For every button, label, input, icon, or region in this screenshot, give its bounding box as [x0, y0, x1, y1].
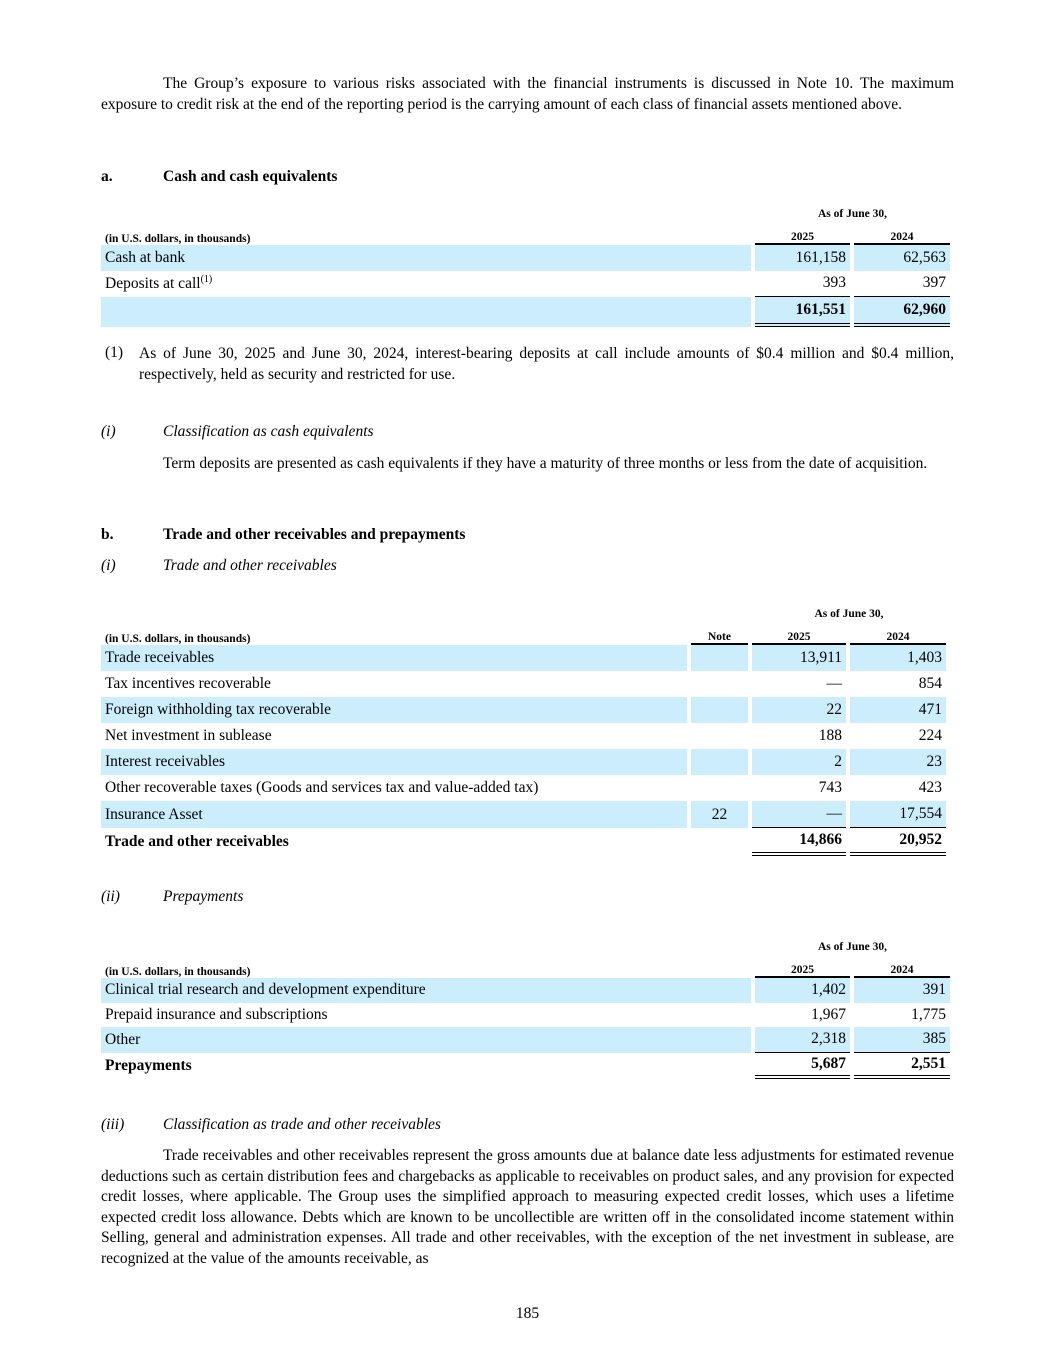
footnote-ref: (1) — [200, 274, 213, 286]
receivables-table — [97, 605, 950, 856]
note-ref — [691, 645, 748, 671]
row-label-text: Deposits at call — [105, 275, 201, 293]
cash-table-block — [101, 205, 954, 327]
note-ref — [691, 749, 748, 775]
value-2025: 743 — [818, 779, 842, 796]
table-row — [101, 1027, 950, 1053]
prepayments-table-block — [101, 938, 954, 1079]
total-label: Prepayments — [105, 1056, 192, 1074]
table-row — [101, 671, 946, 697]
value-2025: — — [752, 801, 846, 828]
value-2024: 397 — [854, 271, 950, 298]
note-ref — [691, 671, 748, 697]
unit-label: (in U.S. dollars, in thousands) — [105, 633, 251, 645]
row-label: Net investment in sublease — [105, 727, 272, 744]
total-2025: 161,551 — [755, 297, 850, 327]
subsection-title: Classification as trade and other receivables — [163, 1116, 441, 1133]
year-2024-header: 2024 — [850, 623, 946, 645]
value-2025: 2,318 — [755, 1027, 850, 1053]
table-row — [101, 775, 946, 801]
table-row — [101, 271, 950, 298]
sub-i-paragraph — [101, 454, 954, 475]
cash-table — [97, 205, 954, 327]
page-number: 185 — [515, 1305, 540, 1322]
row-label: Other — [101, 1027, 751, 1053]
value-2025: 1,967 — [811, 1005, 846, 1023]
table-row — [101, 801, 946, 828]
value-2024: 471 — [850, 697, 946, 723]
row-label: Tax incentives recoverable — [105, 675, 271, 692]
as-of-header: As of June 30, — [817, 941, 887, 953]
row-label: Foreign withholding tax recoverable — [101, 697, 687, 723]
sub-biii-paragraph — [101, 1146, 954, 1269]
section-number: b. — [101, 526, 114, 543]
value-2024: 385 — [854, 1027, 950, 1053]
row-label — [101, 297, 751, 327]
section-b-heading — [101, 526, 954, 544]
value-2025: 161,158 — [755, 245, 850, 271]
total-2024: 2,551 — [854, 1053, 950, 1080]
subsection-title: Prepayments — [163, 888, 244, 905]
row-label: Cash at bank — [101, 245, 751, 271]
value-2024: 1,775 — [911, 1005, 946, 1023]
subsection-number: (iii) — [101, 1116, 125, 1133]
value-2025: 13,911 — [752, 645, 846, 671]
total-row — [101, 297, 950, 327]
row-label: Interest receivables — [101, 749, 687, 775]
section-title: Cash and cash equivalents — [163, 168, 338, 185]
value-2024: 854 — [918, 675, 942, 692]
note-header: Note — [691, 623, 748, 645]
note-ref — [691, 697, 748, 723]
table-row — [101, 1003, 950, 1028]
value-2025: 393 — [755, 271, 850, 298]
table-row — [101, 723, 946, 749]
row-label — [101, 271, 751, 298]
note-ref: 22 — [691, 801, 748, 828]
section-number: a. — [101, 168, 113, 185]
receivables-table-block — [101, 605, 954, 856]
subsection-number: (i) — [101, 557, 116, 574]
value-2024: 391 — [854, 978, 950, 1003]
unit-label: (in U.S. dollars, in thousands) — [105, 233, 251, 245]
subsection-number: (ii) — [101, 888, 120, 905]
prepayments-table — [97, 938, 954, 1079]
value-2024: 1,403 — [850, 645, 946, 671]
total-label: Trade and other receivables — [105, 833, 289, 850]
row-label: Prepaid insurance and subscriptions — [105, 1005, 328, 1023]
sub-biii-heading — [101, 1116, 954, 1134]
unit-label: (in U.S. dollars, in thousands) — [105, 966, 251, 978]
footnote-number: (1) — [105, 344, 124, 361]
sub-bii-heading — [101, 888, 954, 906]
table-row — [101, 245, 950, 271]
total-row — [101, 828, 946, 856]
value-2024: 62,563 — [854, 245, 950, 271]
year-2024-header: 2024 — [854, 223, 950, 245]
value-2025: 188 — [818, 727, 842, 744]
year-2025-header: 2025 — [755, 223, 850, 245]
row-label: Other recoverable taxes (Goods and services tax and value-added tax) — [105, 779, 539, 796]
sub-i-heading — [101, 423, 954, 441]
footnote — [101, 344, 954, 385]
section-a-heading — [101, 168, 954, 186]
value-2024: 224 — [918, 727, 942, 744]
value-2025: 1,402 — [755, 978, 850, 1003]
note-ref — [691, 775, 748, 801]
as-of-header: As of June 30, — [814, 608, 884, 620]
note-ref — [691, 723, 748, 749]
total-2024: 62,960 — [854, 297, 950, 327]
value-2024: 23 — [850, 749, 946, 775]
subsection-title: Trade and other receivables — [163, 557, 337, 574]
value-2025: — — [826, 675, 842, 692]
row-label: Clinical trial research and development expenditure — [101, 978, 751, 1003]
paragraph-text: Term deposits are presented as cash equivalents if they have a maturity of three months or less from the date of acquisition. — [163, 455, 928, 472]
value-2024: 17,554 — [850, 801, 946, 828]
intro-text: The Group’s exposure to various risks associated with the financial instruments is discussed in Note 10. The maximum exposure to credit risk at the end of the reporting period is the carrying amount of each class of financial assets mentioned above. — [101, 75, 954, 113]
subsection-title: Classification as cash equivalents — [163, 423, 374, 440]
footnote-text: As of June 30, 2025 and June 30, 2024, interest-bearing deposits at call include amounts of $0.4 million and $0.4 million, respectively, held as security and restricted for use. — [139, 345, 954, 383]
subsection-number: (i) — [101, 423, 116, 440]
total-row — [101, 1053, 950, 1080]
section-title: Trade and other receivables and prepayments — [163, 526, 466, 543]
intro-paragraph — [101, 74, 954, 115]
as-of-header: As of June 30, — [817, 208, 887, 220]
paragraph-text: Trade receivables and other receivables represent the gross amounts due at balance date less adjustments for estimated revenue deductions such as certain distribution fees and chargebacks as applicable to receivables on product sales, and any provision for expected credit losses, where applicable. The Group uses the simplified approach to measuring expected credit losses, which uses a lifetime expected credit loss allowance. Debts which are known to be uncollectible are written off in the consolidated income statement within Selling, general and administration expenses. All trade and other receivables, with the exception of the net investment in sublease, are recognized at the value of the amounts receivable, as — [101, 1147, 954, 1267]
total-2024: 20,952 — [850, 828, 946, 856]
row-label: Insurance Asset — [101, 801, 687, 828]
year-2025-header: 2025 — [752, 623, 846, 645]
table-row — [101, 645, 946, 671]
year-2025-header: 2025 — [755, 956, 850, 978]
table-row — [101, 749, 946, 775]
value-2025: 22 — [752, 697, 846, 723]
total-2025: 14,866 — [752, 828, 846, 856]
total-2025: 5,687 — [755, 1053, 850, 1080]
table-row — [101, 978, 950, 1003]
value-2024: 423 — [918, 779, 942, 796]
row-label: Trade receivables — [101, 645, 687, 671]
table-row — [101, 697, 946, 723]
sub-bi-heading — [101, 557, 954, 575]
year-2024-header: 2024 — [854, 956, 950, 978]
note-ref — [691, 828, 748, 856]
value-2025: 2 — [752, 749, 846, 775]
